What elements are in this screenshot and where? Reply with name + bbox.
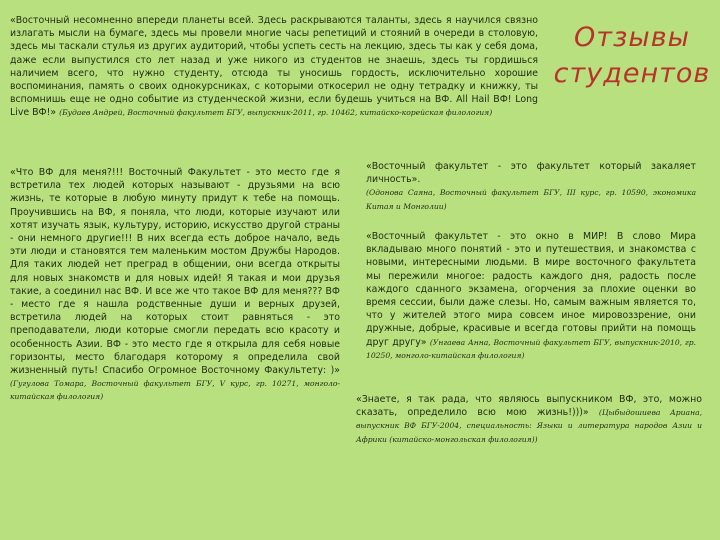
title-line-1: Отзывы [574, 22, 690, 53]
review-author: (Цыбыдошиева Ариана, выпускник ВФ БГУ-2004, специальность: Языки и литература народов Азии и Африки (китайско-монгольская филология)) [356, 408, 703, 444]
review-ungaeva [366, 230, 696, 362]
review-author: (Унгаева Анна, Восточный факультет БГУ, выпускник-2010, гр. 10250, монголо-китайская филология) [366, 337, 697, 360]
page-title [548, 20, 716, 92]
review-text: «Восточный факультет - это окно в МИР! В слово Мира вкладываю много понятий - это и путешествия, и знакомства с новыми, интересными людьми. В мире восточного факультета мы пережили многое: радость каждого дня, радость после каждого сданного экзамена, огорчения за плохие оценки во время сессии, были даже слезы. Но, самым важным является то, что у жителей этого мира совсем иное мировоззрение, они дружные, добрые, красивые и всегда готовы прийти на помощь друг другу» [366, 231, 696, 348]
review-tsybydoshieva [356, 393, 702, 446]
review-text: «Восточный факультет - это факультет который закаляет личность». [366, 161, 696, 186]
review-gugulova [10, 166, 340, 404]
review-author: (Одонова Саяна, Восточный факультет БГУ, III курс, гр. 10590, экономика Китая и Монголии) [366, 188, 696, 211]
review-odonova [366, 160, 696, 213]
title-line-2: студентов [553, 58, 711, 89]
review-author: (Будаев Андрей, Восточный факультет БГУ, выпускник-2011, гр. 10462, китайско-корейская филология) [59, 108, 493, 118]
review-text: «Знаете, я так рада, что являюсь выпускником ВФ, это, можно сказать, определило всю мою жизнь!)))» [356, 394, 702, 419]
review-text: «Восточный несомненно впереди планеты всей. Здесь раскрываются таланты, здесь я научился связно излагать мысли на бумаге, здесь мы провели многие часы репетиций и стояний в очереди в столовую, здесь мы таскали стулья из других аудиторий, чтобы успеть сесть на лекцию, здесь ты как у себя дома, даже если выпустился сто лет назад и уже никого из студентов не знаешь, здесь ты гордишься наличием всего, что нужно студенту, отсюда ты уносишь гордость, исключительно хорошие воспоминания, память о своих однокурсниках, с которыми откосерил не одну тетрадку и книжку, ты вспомнишь еще не одно событие из студенческой жизни, если будешь учиться на ВФ. All Hail ВФ! Long Live ВФ!» [10, 15, 538, 119]
review-budaev [10, 14, 538, 120]
review-text: «Что ВФ для меня?!!! Восточный Факультет - это место где я встретила тех людей которых называют - друзьями на всю жизнь, те которые в любую минуту придут к тебе на помощь. Проучившись на ВФ, я поняла, что люди, которые изучают или хотят изучать язык, культуру, историю, искусство другой страны - они немного другие!!! В них всегда есть доброе начало, ведь эти люди и становятся тем маленьким мостом Дружбы Народов. Для таких людей нет преград в общении, они всегда открыты для новых знакомств и для новых идей! Я такая и мои друзья такие, а соединил нас ВФ. И все же что такое ВФ для меня??? ВФ - место где я нашла родственные души и верных друзей, встретила людей на которых стоит равняться - это преподаватели, люди которые смогли передать всю красоту и особенность Азии. ВФ - это место где я открыла для себя новые горизонты, место благодаря которому я определила свой жизненный путь! Спасибо Огромное Восточному Факультету: )» [10, 167, 340, 377]
review-author: (Гугулова Томара, Восточный факультет БГУ, V курс, гр. 10271, монголо-китайская филология) [10, 379, 340, 402]
